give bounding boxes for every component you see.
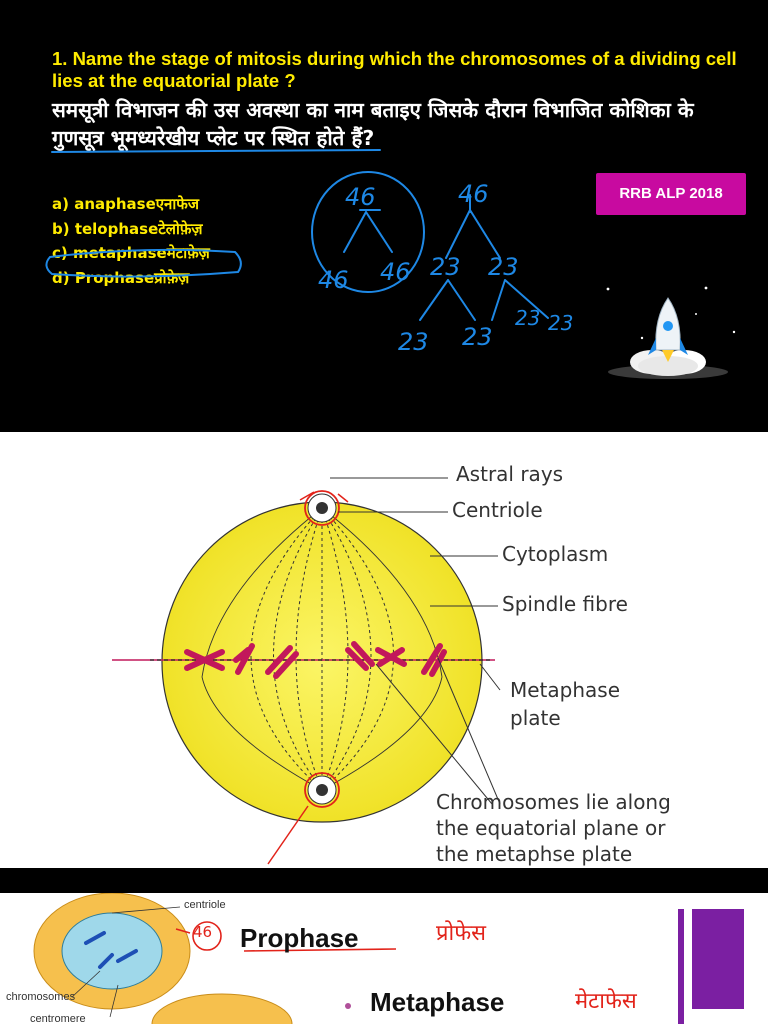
rocket-icon — [608, 298, 728, 379]
metaphase-heading: Metaphase — [370, 987, 505, 1017]
question-hindi: समसूत्री विभाजन की उस अवस्था का नाम बताइए जिसके दौरान विभाजित कोशिका के गुणसूत्र भूमध्यरेखीय प्लेट पर स्थित होते हैं? — [52, 98, 694, 150]
label-metaphase-line1: Metaphase — [510, 678, 621, 702]
exam-badge: RRB ALP 2018 — [596, 173, 746, 215]
label-chromosomes-line3: the metaphse plate — [436, 842, 633, 866]
ink-46-prophase: 46 — [193, 923, 213, 941]
phases-slide — [0, 893, 768, 1024]
nucleus — [62, 913, 162, 989]
ink-23-c: 23 — [398, 328, 429, 356]
label-spindle-fibre: Spindle fibre — [502, 592, 628, 616]
label-astral-rays: Astral rays — [456, 462, 564, 486]
ink-23-d: 23 — [462, 323, 493, 351]
ink-23-e: 23 — [515, 306, 541, 330]
rocket-illustration — [0, 0, 768, 432]
metaphase-diagram-slide — [0, 432, 768, 868]
ink-46-top: 46 — [345, 183, 376, 211]
option-a[interactable]: a) anaphaseएनाफेज — [52, 195, 199, 213]
ink-46-left: 46 — [318, 266, 349, 294]
centriole-bottom — [305, 773, 339, 807]
bullet-metaphase — [345, 1003, 351, 1009]
option-c[interactable]: c) metaphaseमेटाफ़ेज़ — [52, 244, 210, 262]
accent-block — [692, 909, 744, 1009]
metaphase-hindi: मेटाफेस — [575, 989, 637, 1014]
label-metaphase-line2: plate — [510, 706, 561, 730]
label-chromosomes-line2: the equatorial plane or — [436, 816, 666, 840]
question-english: 1. Name the stage of mitosis during which the chromosomes of a dividing cell lies at the equatorial plate ? — [52, 48, 737, 91]
accent-bar — [678, 909, 684, 1024]
label-centromere-small: centromere — [30, 1013, 86, 1024]
metaphase-cell — [152, 994, 292, 1024]
centriole-top — [305, 491, 339, 525]
label-chromosomes-small: chromosomes — [6, 991, 76, 1003]
label-cytoplasm: Cytoplasm — [502, 542, 609, 566]
ink-23-f: 23 — [548, 311, 574, 335]
prophase-heading: Prophase — [240, 923, 359, 953]
label-centriole-small: centriole — [184, 899, 226, 911]
ink-23-b: 23 — [488, 253, 519, 281]
prophase-hindi: प्रोफेस — [436, 921, 487, 946]
label-chromosomes-line1: Chromosomes lie along — [436, 790, 671, 814]
ink-46-mid: 46 — [380, 258, 411, 286]
label-centriole: Centriole — [452, 498, 543, 522]
ink-46-right: 46 — [458, 180, 489, 208]
ink-23-a: 23 — [430, 253, 461, 281]
option-b[interactable]: b) telophaseटेलोफ़ेज़ — [52, 219, 203, 238]
option-d[interactable]: d) Prophaseप्रोफ़ेज़ — [52, 268, 190, 287]
question-slide — [0, 0, 768, 432]
